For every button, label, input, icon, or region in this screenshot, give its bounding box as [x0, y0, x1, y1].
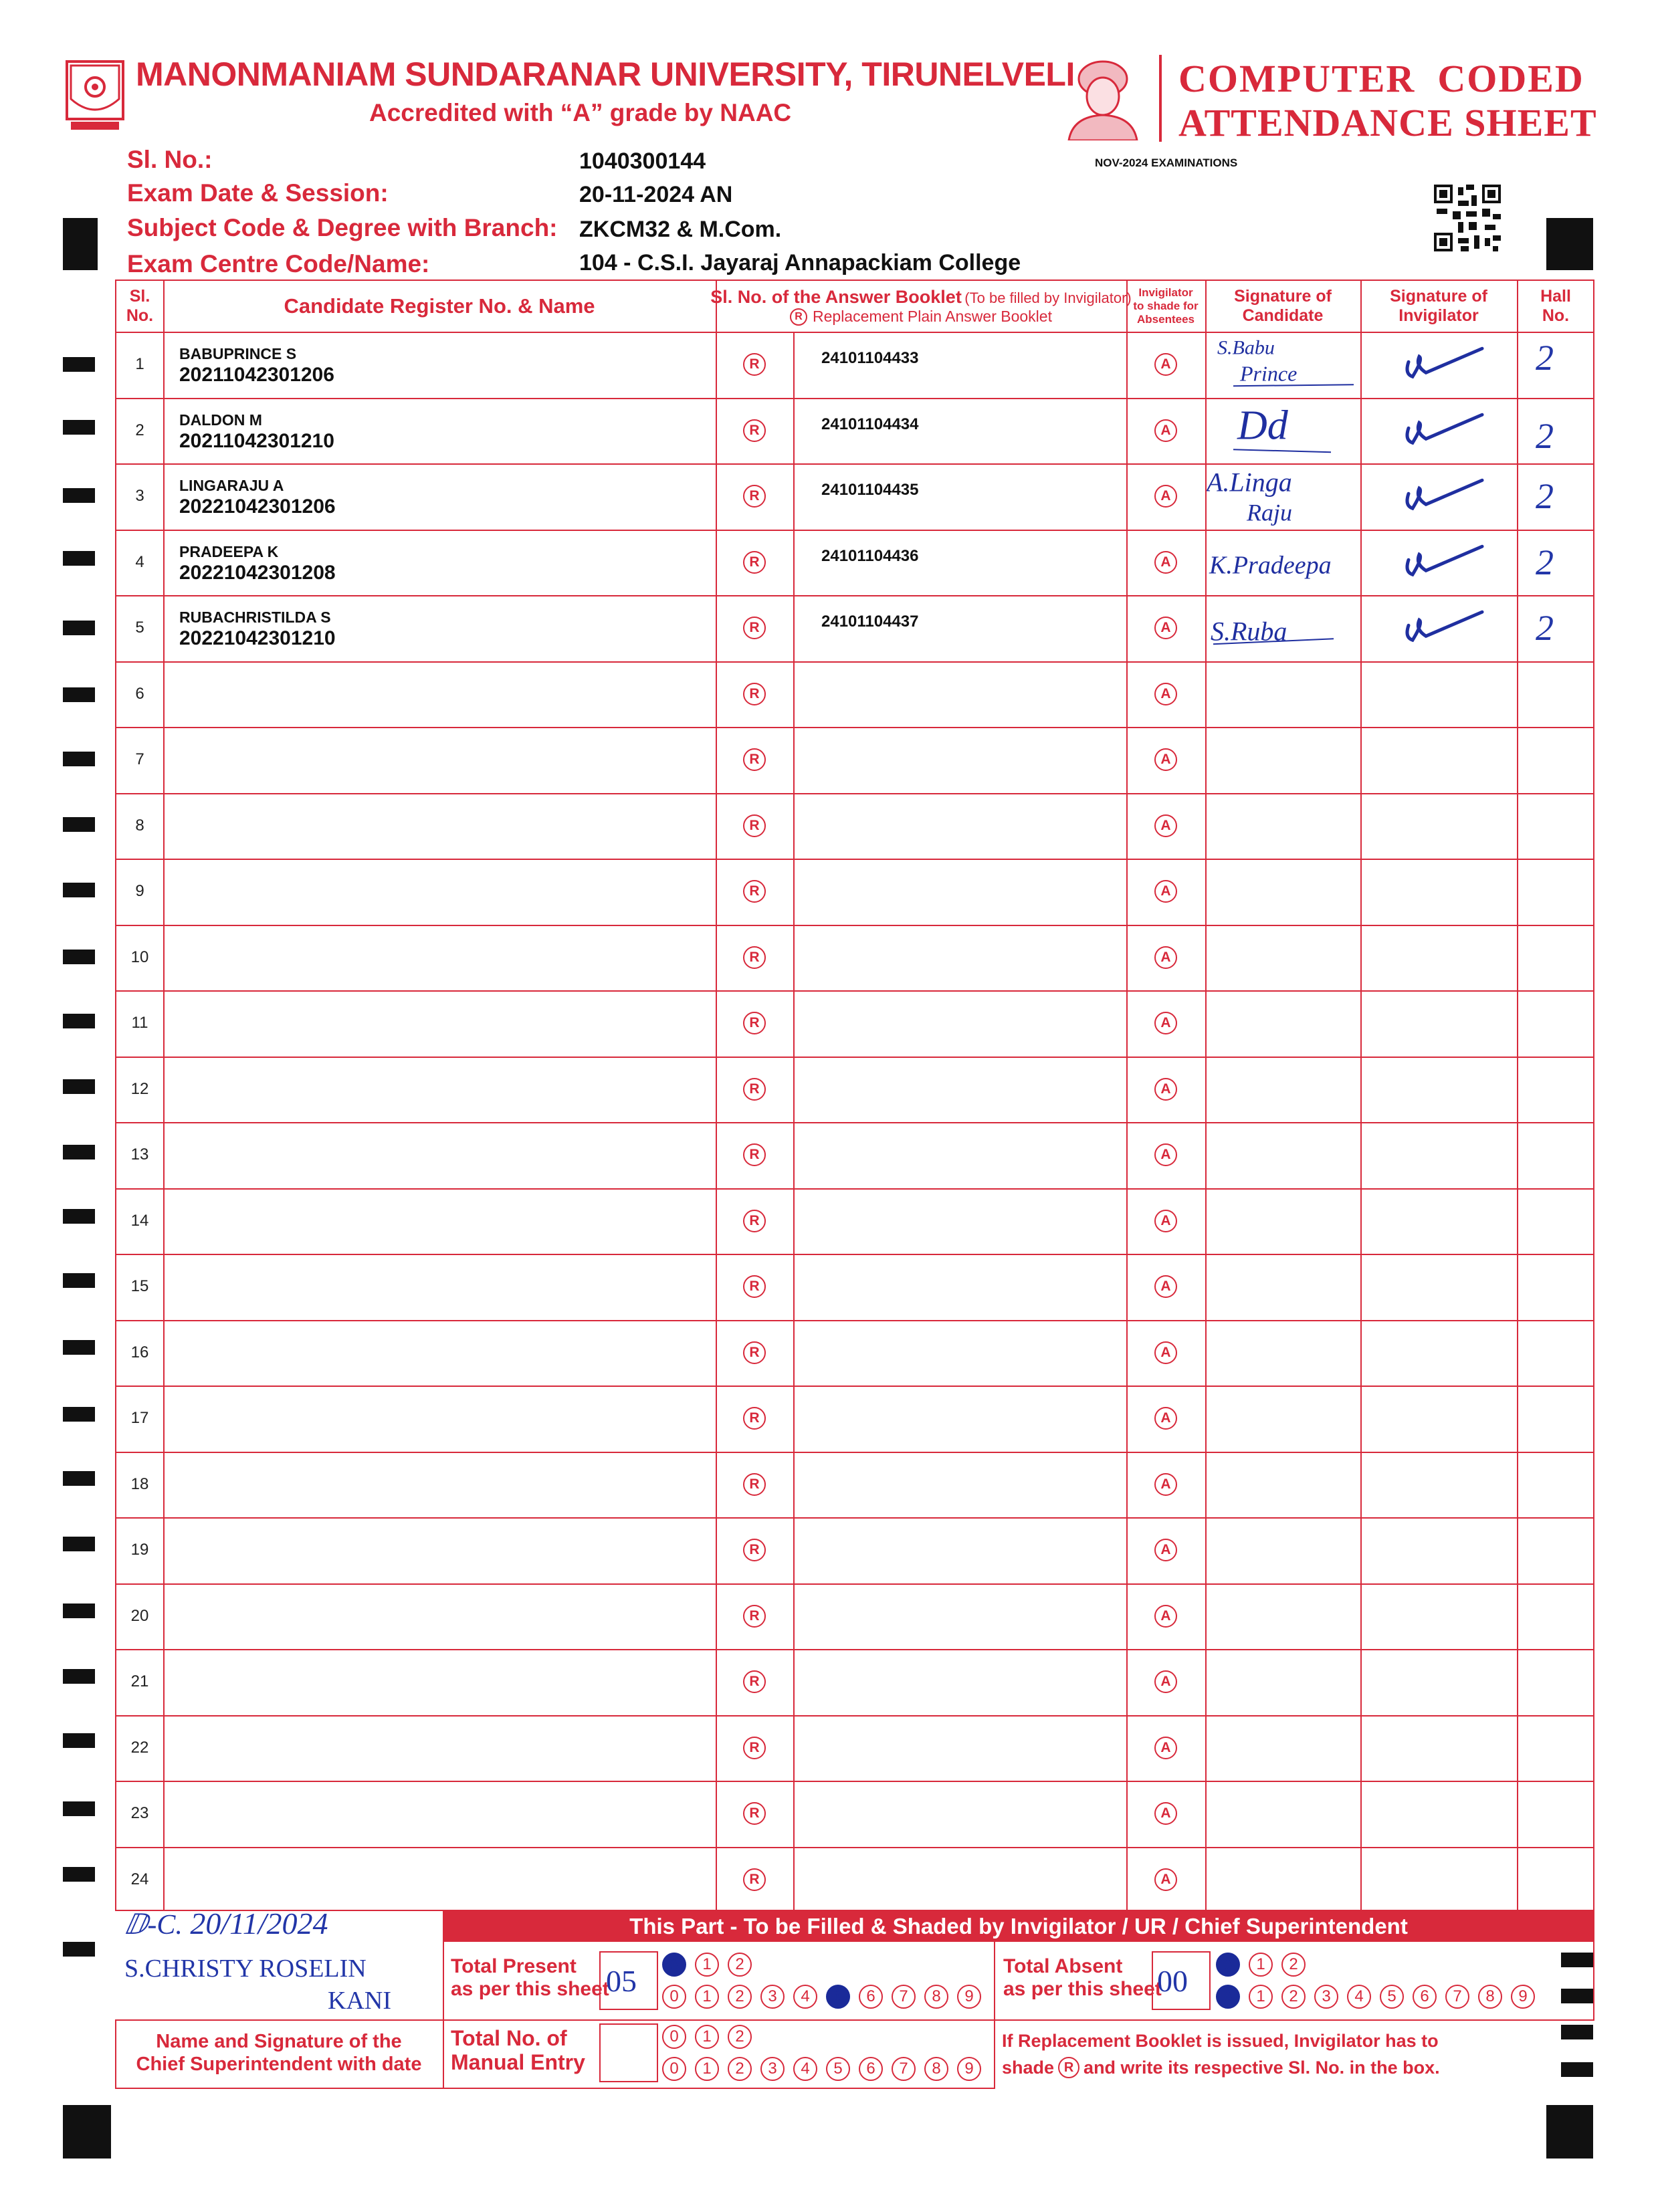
absent-bubble[interactable]: A [1154, 617, 1177, 639]
absent-bubble[interactable]: A [1154, 551, 1177, 574]
chief-label-line: Name and Signature of the [156, 2031, 402, 2052]
header-sig-text: Signature of [1390, 287, 1487, 306]
manual-entry-label-line: Total No. of [451, 2026, 567, 2050]
replacement-bubble[interactable]: R [743, 1143, 766, 1166]
divider [443, 2019, 1594, 2021]
absent-bubble[interactable]: A [1154, 1210, 1177, 1232]
replacement-bubble[interactable]: R [743, 1737, 766, 1759]
row-divider [116, 661, 1593, 663]
replacement-bubble[interactable]: R [743, 748, 766, 771]
absent-bubble[interactable]: A [1154, 1341, 1177, 1364]
absent-units-bubble[interactable]: 7 [1445, 1985, 1469, 2009]
replacement-bubble[interactable]: R [743, 880, 766, 903]
absent-units-bubble[interactable]: 9 [1511, 1985, 1535, 2009]
replacement-bubble[interactable]: R [743, 1802, 766, 1825]
timing-mark [63, 1942, 95, 1957]
replacement-bubble[interactable]: R [743, 485, 766, 508]
total-present-box[interactable] [599, 1951, 658, 2010]
total-absent-value: 00 [1157, 1964, 1188, 1998]
absent-bubble[interactable]: A [1154, 1143, 1177, 1166]
replacement-bubble[interactable]: R [743, 617, 766, 639]
absent-bubble[interactable]: A [1154, 880, 1177, 903]
replacement-note [1002, 2027, 1440, 2081]
divider [115, 2019, 443, 2021]
absent-bubble[interactable]: A [1154, 1802, 1177, 1825]
manual-entry-label [451, 2026, 585, 2074]
section-title-band: This Part - To be Filled & Shaded by Invigilator / UR / Chief Superintendent [443, 1911, 1594, 1942]
timing-mark [63, 488, 95, 503]
replacement-note-line [1002, 2054, 1440, 2081]
table-row [116, 1057, 1593, 1123]
answer-booklet-no: 24101104435 [821, 481, 919, 499]
candidate-signature [1207, 530, 1362, 596]
row-divider [116, 1320, 1593, 1321]
absent-bubble[interactable]: A [1154, 1275, 1177, 1298]
svg-text:S.Babu: S.Babu [1217, 336, 1275, 359]
manual-tens-bubble[interactable]: 2 [728, 2025, 752, 2049]
candidate-name: RUBACHRISTILDA S [179, 609, 331, 626]
timing-mark [63, 1079, 95, 1094]
manual-units-bubble[interactable]: 9 [957, 2057, 981, 2081]
manual-units-bubble[interactable]: 5 [826, 2057, 850, 2081]
corner-mark [63, 218, 98, 270]
manual-tens-bubble[interactable]: 0 [662, 2025, 686, 2049]
university-name: MANONMANIAM SUNDARANAR UNIVERSITY, TIRUNELVELI [136, 56, 1075, 93]
row-divider [116, 1847, 1593, 1848]
table-row [116, 1649, 1593, 1715]
row-sl-no: 10 [130, 948, 149, 966]
row-divider [116, 1452, 1593, 1453]
table-row [116, 1847, 1593, 1913]
replacement-bubble[interactable]: R [743, 353, 766, 376]
timing-mark [63, 752, 95, 766]
manual-units-bubble[interactable]: 4 [793, 2057, 817, 2081]
timing-mark [63, 1273, 95, 1288]
absent-bubble[interactable]: A [1154, 1078, 1177, 1101]
timing-mark [63, 950, 95, 964]
manual-units-bubble[interactable]: 6 [859, 2057, 883, 2081]
candidate-signature [1207, 398, 1362, 464]
exam-tag: NOV-2024 EXAMINATIONS [1095, 156, 1238, 169]
timing-mark [63, 551, 95, 566]
row-divider [116, 1517, 1593, 1519]
present-tens-bubble[interactable]: 1 [695, 1953, 719, 1977]
replacement-note-text: shade [1002, 2058, 1055, 2078]
replacement-bubble[interactable]: R [743, 1605, 766, 1628]
table-row [116, 1517, 1593, 1583]
replacement-bubble[interactable]: R [743, 946, 766, 969]
svg-text:A.Linga: A.Linga [1207, 467, 1292, 497]
header-candidate-text: Candidate Register No. & Name [284, 294, 595, 318]
total-absent-box[interactable] [1152, 1951, 1211, 2010]
row-divider [116, 925, 1593, 926]
divider [443, 1942, 444, 2089]
row-sl-no: 11 [131, 1014, 148, 1032]
chief-signature-mark: ⅅ-C. [124, 1910, 183, 1941]
manual-tens-bubble[interactable]: 1 [695, 2025, 719, 2049]
chief-label [115, 2030, 443, 2076]
row-sl-no: 23 [130, 1804, 149, 1823]
present-units-bubble[interactable]: 4 [793, 1985, 817, 2009]
total-absent-label-line: Total Absent [1003, 1955, 1123, 1977]
row-sl-no: 8 [135, 816, 144, 835]
row-sl-no: 9 [135, 882, 144, 901]
hall-no: 2 [1536, 542, 1554, 582]
timing-mark [63, 1733, 95, 1748]
timing-mark [63, 883, 95, 897]
row-sl-no: 1 [135, 355, 144, 374]
header-invigilator-signature [1360, 281, 1517, 332]
svg-text:Prince: Prince [1240, 361, 1298, 386]
exam-date-label: Exam Date & Session: [127, 179, 389, 207]
replacement-bubble[interactable]: R [743, 1275, 766, 1298]
timing-mark [63, 687, 95, 702]
candidate-signature [1207, 463, 1362, 530]
manual-entry-box[interactable] [599, 2023, 658, 2082]
total-present-label [451, 1955, 609, 2001]
candidate-register-no: 20221042301206 [179, 495, 336, 518]
absent-units-bubble[interactable]: 5 [1380, 1985, 1404, 2009]
table-row [116, 925, 1593, 991]
replacement-bubble[interactable]: R [743, 683, 766, 705]
header-sl-text: Sl. [129, 287, 150, 306]
row-divider [116, 1649, 1593, 1650]
replacement-bubble[interactable]: R [743, 1210, 766, 1232]
total-absent-label-line: as per this sheet [1003, 1978, 1162, 2000]
manual-units-bubble[interactable]: 1 [695, 2057, 719, 2081]
header-absentees [1126, 281, 1205, 332]
corner-mark [1546, 2105, 1593, 2159]
manual-units-bubble[interactable]: 0 [662, 2057, 686, 2081]
invigilator-signature [1362, 398, 1517, 464]
row-sl-no: 4 [135, 552, 144, 571]
table-row [116, 1583, 1593, 1650]
timing-mark [63, 1145, 95, 1159]
absent-units-bubble[interactable]: 4 [1347, 1985, 1371, 2009]
absent-bubble[interactable]: A [1154, 1868, 1177, 1891]
present-tens-bubble[interactable]: 2 [728, 1953, 752, 1977]
timing-mark [63, 1603, 95, 1618]
attendance-table [115, 280, 1594, 1911]
svg-text:S.Ruba: S.Ruba [1211, 616, 1287, 647]
absent-tens-bubble[interactable]: 2 [1281, 1953, 1306, 1977]
qr-code [1434, 185, 1501, 251]
row-sl-no: 22 [130, 1738, 149, 1757]
r-symbol: R [790, 308, 807, 326]
table-row [116, 1122, 1593, 1188]
answer-booklet-no: 24101104434 [821, 415, 919, 433]
invigilator-section [115, 1906, 1594, 2089]
table-row [116, 398, 1593, 464]
candidate-name: DALDON M [179, 411, 262, 429]
invigilator-signature [1362, 463, 1517, 530]
replacement-bubble[interactable]: R [743, 1341, 766, 1364]
row-divider [116, 1386, 1593, 1387]
timing-mark [63, 357, 95, 372]
candidate-register-no: 20221042301210 [179, 627, 336, 649]
divider [994, 1942, 995, 2089]
table-row [116, 1254, 1593, 1320]
table-row [116, 530, 1593, 596]
timing-mark [63, 420, 95, 435]
table-row [116, 859, 1593, 925]
header-booklet-sub: Replacement Plain Answer Booklet [813, 308, 1052, 325]
absent-bubble[interactable]: A [1154, 1407, 1177, 1430]
divider [1593, 1942, 1594, 2021]
total-present-value: 05 [606, 1964, 637, 1998]
hall-no: 2 [1536, 415, 1554, 456]
invigilator-signature [1362, 530, 1517, 596]
header-sig-text: Candidate [1242, 306, 1324, 325]
absent-tens-bubble[interactable]: 0 [1216, 1953, 1240, 1977]
header-booklet [710, 281, 1132, 332]
replacement-note-text: and write its respective Sl. No. in the box. [1083, 2058, 1440, 2078]
row-sl-no: 19 [130, 1541, 149, 1559]
row-divider [116, 1254, 1593, 1255]
absent-units-bubble[interactable]: 3 [1314, 1985, 1338, 2009]
row-sl-no: 7 [135, 750, 144, 769]
corner-mark [1546, 218, 1593, 270]
exam-date-value: 20-11-2024 AN [579, 182, 733, 207]
table-row [116, 463, 1593, 530]
candidate-name: BABUPRINCE S [179, 345, 297, 362]
header-candidate [163, 281, 716, 332]
row-sl-no: 14 [130, 1211, 149, 1230]
chief-name-line1: S.CHRISTY ROSELIN [124, 1955, 367, 1983]
candidate-register-no: 20221042301208 [179, 561, 336, 584]
sheet-title-line1: COMPUTER CODED [1178, 57, 1584, 100]
founder-portrait [1059, 52, 1146, 140]
answer-booklet-no: 24101104436 [821, 546, 919, 565]
table-row [116, 661, 1593, 728]
replacement-bubble[interactable]: R [743, 1473, 766, 1496]
total-present-label-line: as per this sheet [451, 1978, 609, 2000]
sl-no-value: 1040300144 [579, 148, 706, 174]
timing-mark [63, 1209, 95, 1224]
table-row [116, 1781, 1593, 1847]
absent-bubble[interactable]: A [1154, 1473, 1177, 1496]
present-units-bubble[interactable]: 8 [924, 1985, 948, 2009]
replacement-bubble[interactable]: R [743, 1407, 766, 1430]
absent-bubble[interactable]: A [1154, 419, 1177, 442]
row-sl-no: 24 [130, 1870, 149, 1888]
table-row [116, 793, 1593, 859]
header-sig-text: Invigilator [1399, 306, 1479, 325]
absent-units-bubble[interactable]: 2 [1281, 1985, 1306, 2009]
absent-units-bubble[interactable]: 6 [1413, 1985, 1437, 2009]
timing-mark [63, 1867, 95, 1882]
sl-no-label: Sl. No.: [127, 146, 213, 173]
hall-no: 2 [1536, 476, 1554, 516]
candidate-register-no: 20211042301210 [179, 429, 334, 452]
row-sl-no: 15 [130, 1277, 149, 1296]
present-units-bubble[interactable]: 0 [662, 1985, 686, 2009]
row-divider [116, 990, 1593, 992]
header-booklet-text: Sl. No. of the Answer Booklet [710, 287, 962, 307]
row-sl-no: 21 [130, 1672, 149, 1691]
manual-units-bubble[interactable]: 2 [728, 2057, 752, 2081]
hall-no: 2 [1536, 608, 1554, 648]
svg-text:Dd: Dd [1237, 402, 1288, 448]
candidate-name: PRADEEPA K [179, 542, 279, 560]
table-row [116, 1452, 1593, 1518]
invigilator-signature [1362, 332, 1517, 398]
row-sl-no: 5 [135, 619, 144, 637]
centre-label: Exam Centre Code/Name: [127, 250, 430, 278]
table-row [116, 990, 1593, 1057]
accreditation-text: Accredited with “A” grade by NAAC [369, 99, 792, 126]
candidate-signature [1207, 595, 1362, 661]
replacement-bubble[interactable]: R [743, 1078, 766, 1101]
invigilator-signature [1362, 595, 1517, 661]
timing-mark [63, 1407, 95, 1422]
timing-mark [63, 1014, 95, 1028]
row-sl-no: 3 [135, 487, 144, 506]
table-row [116, 595, 1593, 661]
row-sl-no: 17 [130, 1409, 149, 1428]
candidate-name: LINGARAJU A [179, 477, 284, 494]
row-sl-no: 18 [130, 1474, 149, 1493]
header-absentees-text: Absentees [1137, 313, 1195, 326]
replacement-bubble[interactable]: R [743, 419, 766, 442]
hall-no: 2 [1536, 338, 1554, 378]
absent-tens-bubble[interactable]: 1 [1249, 1953, 1273, 1977]
row-divider [116, 859, 1593, 860]
header-sig-text: Signature of [1234, 287, 1332, 306]
table-row [116, 727, 1593, 793]
absent-units-bubble[interactable]: 0 [1216, 1985, 1240, 2009]
timing-mark [63, 1669, 95, 1684]
absent-units-bubble[interactable]: 8 [1478, 1985, 1502, 2009]
present-units-bubble[interactable]: 3 [760, 1985, 785, 2009]
absent-bubble[interactable]: A [1154, 1012, 1177, 1034]
absent-bubble[interactable]: A [1154, 946, 1177, 969]
chief-signature-date [124, 1906, 328, 1941]
chief-name-line2: KANI [328, 1987, 391, 2015]
timing-mark [63, 1340, 95, 1355]
absent-bubble[interactable]: A [1154, 814, 1177, 837]
absent-bubble[interactable]: A [1154, 485, 1177, 508]
svg-text:Raju: Raju [1247, 499, 1292, 526]
answer-booklet-no: 24101104437 [821, 613, 919, 631]
header-hall-text: Hall [1540, 287, 1571, 306]
r-symbol: R [1058, 2057, 1079, 2078]
replacement-bubble[interactable]: R [743, 1868, 766, 1891]
table-row [116, 1320, 1593, 1386]
row-divider [116, 1122, 1593, 1123]
corner-mark [63, 2105, 111, 2159]
absent-bubble[interactable]: A [1154, 1605, 1177, 1628]
header-sl-text: No. [126, 306, 154, 325]
replacement-bubble[interactable]: R [743, 1012, 766, 1034]
manual-entry-label-line: Manual Entry [451, 2050, 585, 2074]
total-present-label-line: Total Present [451, 1955, 577, 1977]
manual-units-bubble[interactable]: 7 [892, 2057, 916, 2081]
header-absentees-text: Invigilator [1138, 286, 1193, 299]
total-absent-label [1003, 1955, 1162, 2001]
row-divider [116, 1057, 1593, 1058]
timing-mark [63, 1537, 95, 1551]
replacement-note-line: If Replacement Booklet is issued, Invigilator has to [1002, 2031, 1439, 2051]
absent-bubble[interactable]: A [1154, 1539, 1177, 1561]
header-divider [1159, 55, 1162, 142]
present-units-bubble[interactable]: 7 [892, 1985, 916, 2009]
timing-mark [63, 817, 95, 832]
table-row [116, 1188, 1593, 1254]
row-sl-no: 16 [130, 1343, 149, 1361]
present-units-bubble[interactable]: 9 [957, 1985, 981, 2009]
replacement-bubble[interactable]: R [743, 551, 766, 574]
absent-bubble[interactable]: A [1154, 353, 1177, 376]
header-booklet-note: (To be filled by Invigilator) [964, 290, 1132, 306]
subject-value: ZKCM32 & M.Com. [579, 217, 782, 242]
replacement-bubble[interactable]: R [743, 1670, 766, 1693]
divider [115, 2088, 995, 2089]
timing-mark [63, 1801, 95, 1816]
centre-value: 104 - C.S.I. Jayaraj Annapackiam College [579, 250, 1021, 275]
header-candidate-signature [1205, 281, 1360, 332]
candidate-signature [1207, 332, 1362, 398]
row-divider [116, 793, 1593, 794]
absent-bubble[interactable]: A [1154, 1670, 1177, 1693]
timing-mark [63, 621, 95, 635]
row-divider [116, 1781, 1593, 1782]
absent-bubble[interactable]: A [1154, 748, 1177, 771]
row-sl-no: 2 [135, 421, 144, 439]
chief-date: 20/11/2024 [190, 1906, 328, 1941]
row-sl-no: 12 [130, 1079, 149, 1098]
subject-label: Subject Code & Degree with Branch: [127, 214, 558, 241]
replacement-bubble[interactable]: R [743, 814, 766, 837]
timing-mark [63, 1471, 95, 1486]
present-units-bubble[interactable]: 1 [695, 1985, 719, 2009]
svg-text:K.Pradeepa: K.Pradeepa [1209, 550, 1332, 579]
header-absentees-text: to shade for [1133, 300, 1199, 312]
row-sl-no: 20 [130, 1606, 149, 1625]
manual-units-bubble[interactable]: 3 [760, 2057, 785, 2081]
present-units-bubble[interactable]: 5 [826, 1985, 850, 2009]
present-tens-bubble[interactable]: 0 [662, 1953, 686, 1977]
chief-label-line: Chief Superintendent with date [136, 2054, 422, 2075]
table-row [116, 1715, 1593, 1781]
present-units-bubble[interactable]: 2 [728, 1985, 752, 2009]
row-divider [116, 1715, 1593, 1717]
absent-bubble[interactable]: A [1154, 1737, 1177, 1759]
sheet-title-line2: ATTENDANCE SHEET [1178, 101, 1597, 144]
row-sl-no: 6 [135, 684, 144, 703]
replacement-bubble[interactable]: R [743, 1539, 766, 1561]
row-sl-no: 13 [130, 1145, 149, 1164]
absent-units-bubble[interactable]: 1 [1249, 1985, 1273, 2009]
row-divider [116, 1583, 1593, 1585]
candidate-register-no: 20211042301206 [179, 364, 334, 386]
table-row [116, 1386, 1593, 1452]
row-divider [116, 727, 1593, 728]
university-logo [64, 59, 126, 134]
row-divider [116, 1188, 1593, 1190]
present-units-bubble[interactable]: 6 [859, 1985, 883, 2009]
manual-units-bubble[interactable]: 8 [924, 2057, 948, 2081]
header-hall [1517, 281, 1594, 332]
answer-booklet-no: 24101104433 [821, 349, 919, 367]
header-sl [116, 281, 163, 332]
table-row [116, 332, 1593, 398]
absent-bubble[interactable]: A [1154, 683, 1177, 705]
header-hall-text: No. [1542, 306, 1570, 325]
